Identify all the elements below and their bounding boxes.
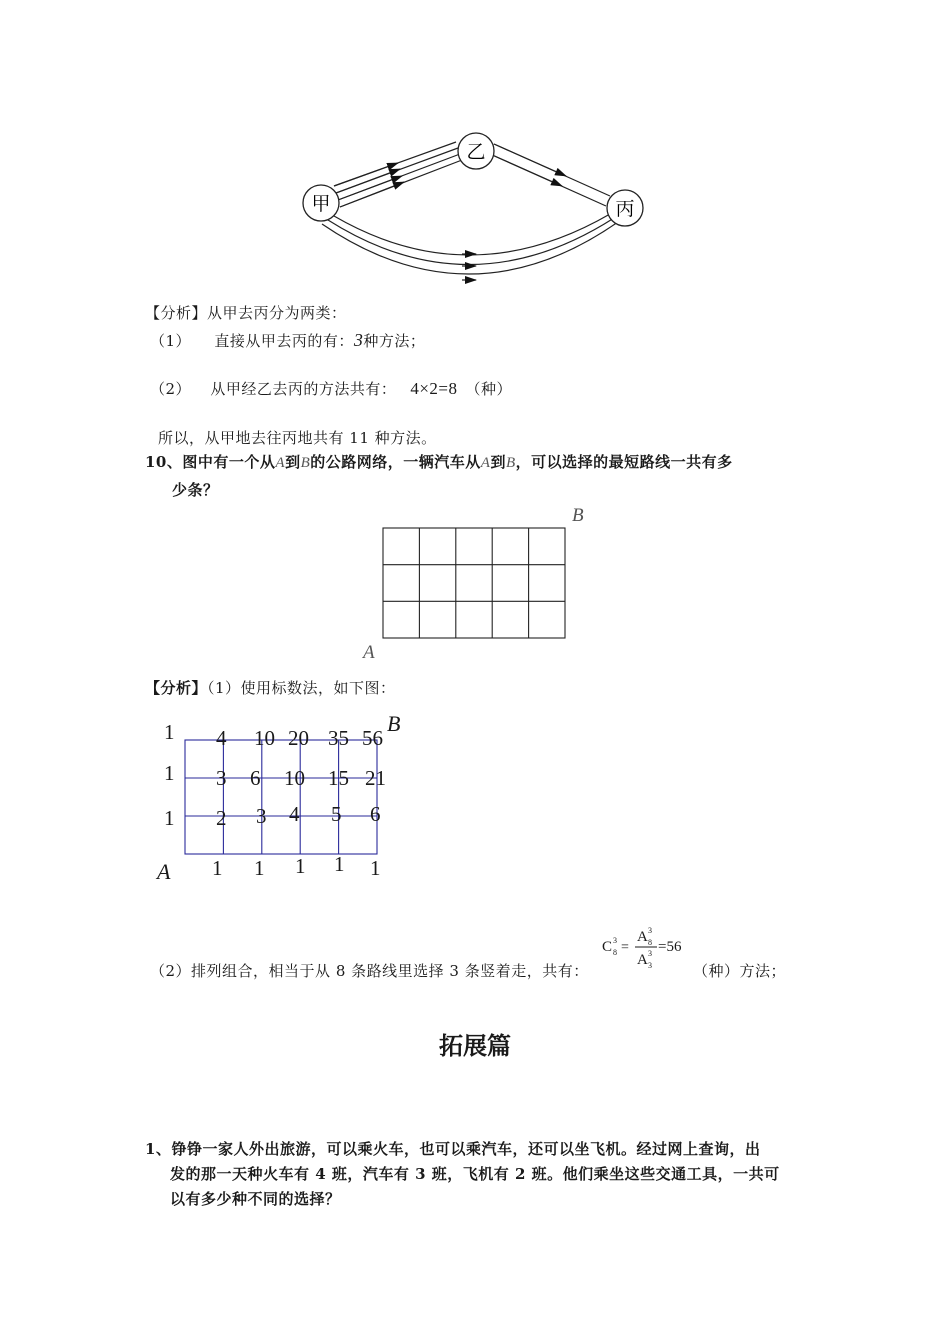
analysis1-conclusion: 所以，从甲地去往丙地共有 11 种方法。 <box>158 429 437 447</box>
a-numerator: A <box>637 929 648 945</box>
grid-num: 1 <box>295 854 306 878</box>
equals-sign: = <box>621 940 629 955</box>
grid-num: 21 <box>365 766 386 790</box>
analysis3-text: （2）排列组合，相当于从 8 条路线里选择 3 条竖着走，共有： <box>150 962 589 980</box>
point-b-label-2: B <box>505 455 516 471</box>
problem10-number: 10、 <box>145 453 183 471</box>
node-jia <box>303 185 339 221</box>
node-yi <box>458 133 494 169</box>
grid-num: 4 <box>216 726 227 750</box>
svg-text:乙: 乙 <box>466 141 486 163</box>
grid-b-label: B <box>387 711 401 736</box>
item2-formula: 4×2=8 <box>410 379 458 398</box>
a-denominator: A <box>637 952 648 968</box>
c-subscript: 8 <box>613 948 617 957</box>
routes-jia-yi <box>334 142 462 207</box>
a-den-superscript: 3 <box>648 949 652 958</box>
grid-num: 1 <box>164 806 175 830</box>
problem10-text5: ，可以选择的最短路线一共有多 <box>515 453 733 471</box>
road-grid <box>355 500 605 665</box>
point-a-label-2: A <box>480 455 491 471</box>
grid-num: 4 <box>289 802 300 826</box>
grid-num: 3 <box>256 804 267 828</box>
routes-yi-bing <box>490 144 610 206</box>
a-num-subscript: 8 <box>648 938 652 947</box>
svg-text:甲: 甲 <box>311 193 331 215</box>
problem1-line2: 发的那一天种火车有 4 班，汽车有 3 班，飞机有 2 班。他们乘坐这些交通工具，一共可 <box>170 1165 780 1183</box>
grid-num: 20 <box>288 726 309 750</box>
grid-num: 3 <box>216 766 227 790</box>
analysis-label: 【分析】 <box>145 304 208 322</box>
grid-num: 15 <box>328 766 349 790</box>
analysis1-item2 <box>150 378 512 399</box>
grid-b-label: B <box>572 505 584 526</box>
c-symbol: C <box>602 939 613 955</box>
result-value: =56 <box>658 939 682 955</box>
analysis1-item1 <box>150 330 425 351</box>
problem10-text4: 到 <box>490 453 506 471</box>
item1-text: 直接从甲去丙的有： <box>214 332 354 350</box>
grid-num: 6 <box>250 766 261 790</box>
item2-suffix: （种） <box>465 380 513 398</box>
analysis1-heading <box>145 302 347 323</box>
grid-num: 5 <box>331 802 342 826</box>
c-superscript: 3 <box>613 936 617 945</box>
problem1-line1 <box>145 1138 760 1159</box>
grid-num: 35 <box>328 726 349 750</box>
grid-num: 1 <box>370 856 381 880</box>
a-den-subscript: 3 <box>648 961 652 970</box>
grid-num: 10 <box>254 726 275 750</box>
grid-a-label: A <box>157 859 171 884</box>
section-title: 拓展篇 <box>439 1032 511 1060</box>
grid-num: 6 <box>370 802 381 826</box>
grid-num: 1 <box>334 852 345 876</box>
problem1-line3: 以有多少种不同的选择？ <box>170 1190 341 1208</box>
item2-number: （2） <box>150 380 192 398</box>
problem10-line2: 少条？ <box>172 481 219 499</box>
route-diagram <box>290 120 660 295</box>
problem10-text3: 的公路网络，一辆汽车从 <box>310 453 481 471</box>
svg-text:丙: 丙 <box>615 198 635 220</box>
problem10-text2: 到 <box>285 453 301 471</box>
grid-num: 56 <box>362 726 383 750</box>
problem1-text1: 铮铮一家人外出旅游，可以乘火车，也可以乘汽车，还可以坐飞机。经过网上查询，出 <box>171 1140 761 1158</box>
grid-num: 1 <box>254 856 265 880</box>
routes-jia-bing <box>322 214 618 280</box>
item1-value: 3 <box>353 330 364 350</box>
node-bing <box>607 190 643 226</box>
analysis2-heading <box>145 677 396 698</box>
point-a-label: A <box>275 455 286 471</box>
combination-formula <box>600 922 695 974</box>
grid-num: 2 <box>216 806 227 830</box>
analysis-label: 【分析】 <box>145 679 208 697</box>
item1-suffix: 种方法； <box>363 332 426 350</box>
a-num-superscript: 3 <box>648 926 652 935</box>
item2-text: 从甲经乙去丙的方法共有： <box>210 380 397 398</box>
grid-num: 1 <box>164 720 175 744</box>
item1-number: （1） <box>150 332 192 350</box>
grid-num: 1 <box>212 856 223 880</box>
problem1-number: 1、 <box>145 1140 172 1158</box>
grid-num: 10 <box>284 766 305 790</box>
problem10-line1 <box>145 451 733 472</box>
analysis3-suffix: （种）方法； <box>693 962 787 980</box>
problem10-text1: 图中有一个从 <box>182 453 276 471</box>
point-b-label: B <box>300 455 311 471</box>
analysis2-text: （1）使用标数法，如下图： <box>207 679 396 697</box>
grid-a-label: A <box>363 642 375 663</box>
labeled-grid <box>150 705 430 890</box>
analysis1-intro: 从甲去丙分为两类： <box>207 304 347 322</box>
grid-num: 1 <box>164 761 175 785</box>
